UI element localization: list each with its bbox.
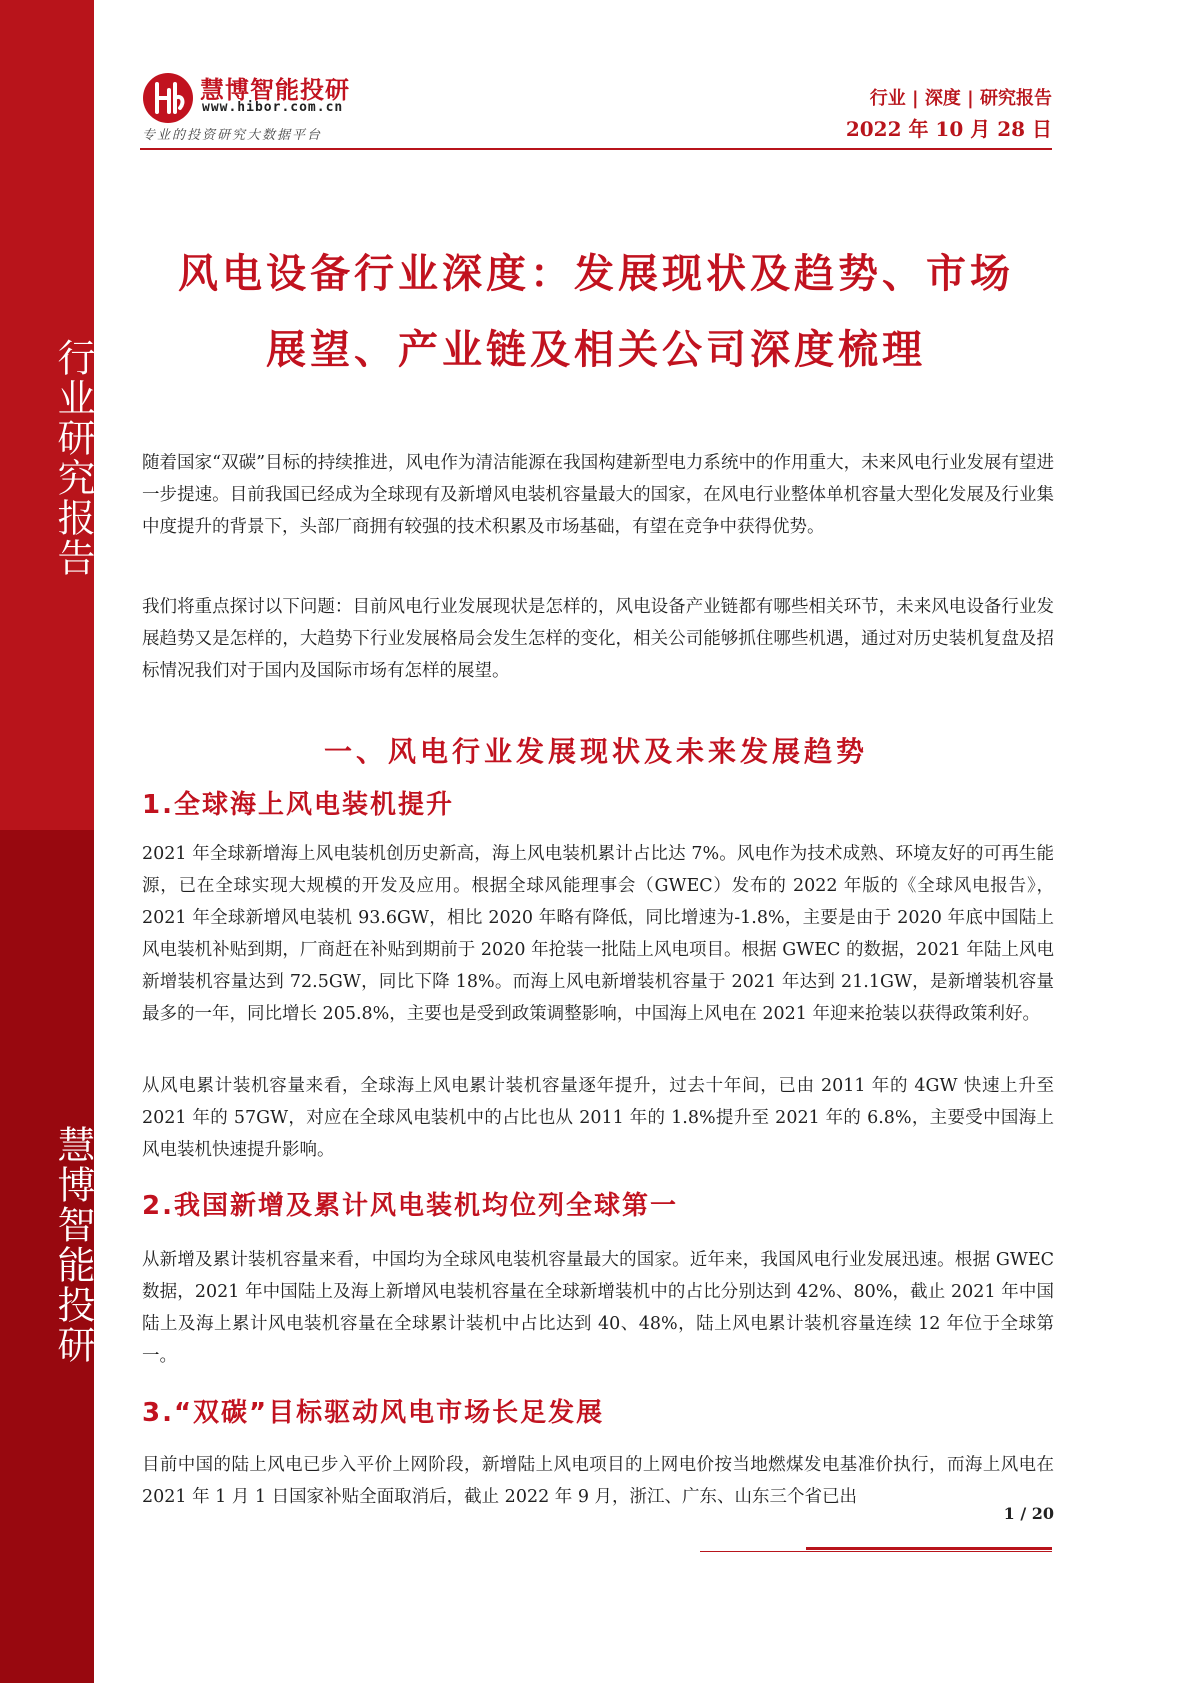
footer-rule-thick bbox=[806, 1547, 1052, 1550]
report-date: 2022 年 10 月 28 日 bbox=[845, 117, 1052, 141]
subheading-china-first: 2.我国新增及累计风电装机均位列全球第一 bbox=[142, 1191, 678, 1221]
body-paragraph-global-offshore-1: 2021 年全球新增海上风电装机创历史新高，海上风电装机累计占比达 7%。风电作为技术成熟、环境友好的可再生能源，已在全球实现大规模的开发及应用。根据全球风能理事会（GWEC）发布的 2022 年版的《全球风电报告》，2021 年全球新增风电装机 93.6GW，相比 2020 年略有降低，同比增速为-1.8%，主要是由于 2020 年底中国陆上风电装机补贴到期，厂商赶在补贴到期前于 2020 年抢装一批陆上风电项目。根据 GWEC 的数据，2021 年陆上风电新增装机容量达到 72.5GW，同比下降 18%。而海上风电新增装机容量于 2021 年达到 21.1GW，是新增装机容量最多的一年，同比增长 205.8%，主要也是受到政策调整影响，中国海上风电在 2021 年迎来抢装以获得政策利好。 bbox=[142, 844, 1054, 1024]
subheading-dual-carbon: 3.“双碳”目标驱动风电市场长足发展 bbox=[142, 1398, 605, 1428]
page-number: 1 / 20 bbox=[1003, 1504, 1054, 1523]
sidebar-brand-label: 慧博智能投研 bbox=[51, 1125, 95, 1365]
section-title: 一、风电行业发展现状及未来发展趋势 bbox=[323, 735, 868, 768]
body-paragraph-china-first: 从新增及累计装机容量来看，中国均为全球风电装机容量最大的国家。近年来，我国风电行业发展迅速。根据 GWEC 数据，2021 年中国陆上及海上新增风电装机容量在全球新增装机中的占比分别达到 42%、80%，截止 2021 年中国陆上及海上累计风电装机容量在全球累计装机中占比达到 40、48%，陆上风电累计装机容量连续 12 年位于全球第一。 bbox=[142, 1250, 1054, 1366]
report-title-line-1: 风电设备行业深度：发展现状及趋势、市场 bbox=[178, 251, 1014, 297]
report-type: 行业 | 深度 | 研究报告 bbox=[869, 88, 1052, 109]
sidebar-report-label: 行业研究报告 bbox=[51, 338, 95, 578]
body-paragraph-dual-carbon: 目前中国的陆上风电已步入平价上网阶段，新增陆上风电项目的上网电价按当地燃煤发电基准价执行，而海上风电在 2021 年 1 月 1 日国家补贴全面取消后，截止 2022 年 9 月，浙江、广东、山东三个省已出 bbox=[142, 1455, 1054, 1507]
hibor-logo[interactable] bbox=[142, 66, 392, 146]
logo-url[interactable]: www.hibor.com.cn bbox=[202, 100, 344, 115]
logo-name: 慧博智能投研 bbox=[200, 76, 350, 104]
intro-paragraph-1: 随着国家“双碳”目标的持续推进，风电作为清洁能源在我国构建新型电力系统中的作用重大，未来风电行业发展有望进一步提速。目前我国已经成为全球现有及新增风电装机容量最大的国家，在风电行业整体单机容量大型化发展及行业集中度提升的背景下，头部厂商拥有较强的技术积累及市场基础，有望在竞争中获得优势。 bbox=[142, 453, 1054, 537]
subheading-global-offshore: 1.全球海上风电装机提升 bbox=[142, 790, 454, 820]
footer-rule-thin bbox=[700, 1551, 1052, 1552]
report-meta bbox=[846, 86, 1052, 146]
header-divider bbox=[140, 148, 1052, 150]
hibor-logo-icon bbox=[142, 72, 194, 124]
body-paragraph-global-offshore-2: 从风电累计装机容量来看，全球海上风电累计装机容量逐年提升，过去十年间，已由 2011 年的 4GW 快速上升至 2021 年的 57GW，对应在全球风电装机中的占比也从 2011 年的 1.8%提升至 2021 年的 6.8%，主要受中国海上风电装机快速提升影响。 bbox=[142, 1076, 1054, 1160]
report-title-line-2: 展望、产业链及相关公司深度梳理 bbox=[266, 327, 926, 373]
sidebar-top-band bbox=[0, 0, 94, 830]
sidebar-bottom-band bbox=[0, 830, 94, 1683]
intro-paragraph-2: 我们将重点探讨以下问题：目前风电行业发展现状是怎样的，风电设备产业链都有哪些相关环节，未来风电设备行业发展趋势又是怎样的，大趋势下行业发展格局会发生怎样的变化，相关公司能够抓住哪些机遇，通过对历史装机复盘及招标情况我们对于国内及国际市场有怎样的展望。 bbox=[142, 597, 1054, 681]
logo-slogan: 专业的投资研究大数据平台 bbox=[142, 128, 323, 143]
report-title bbox=[140, 236, 1052, 388]
